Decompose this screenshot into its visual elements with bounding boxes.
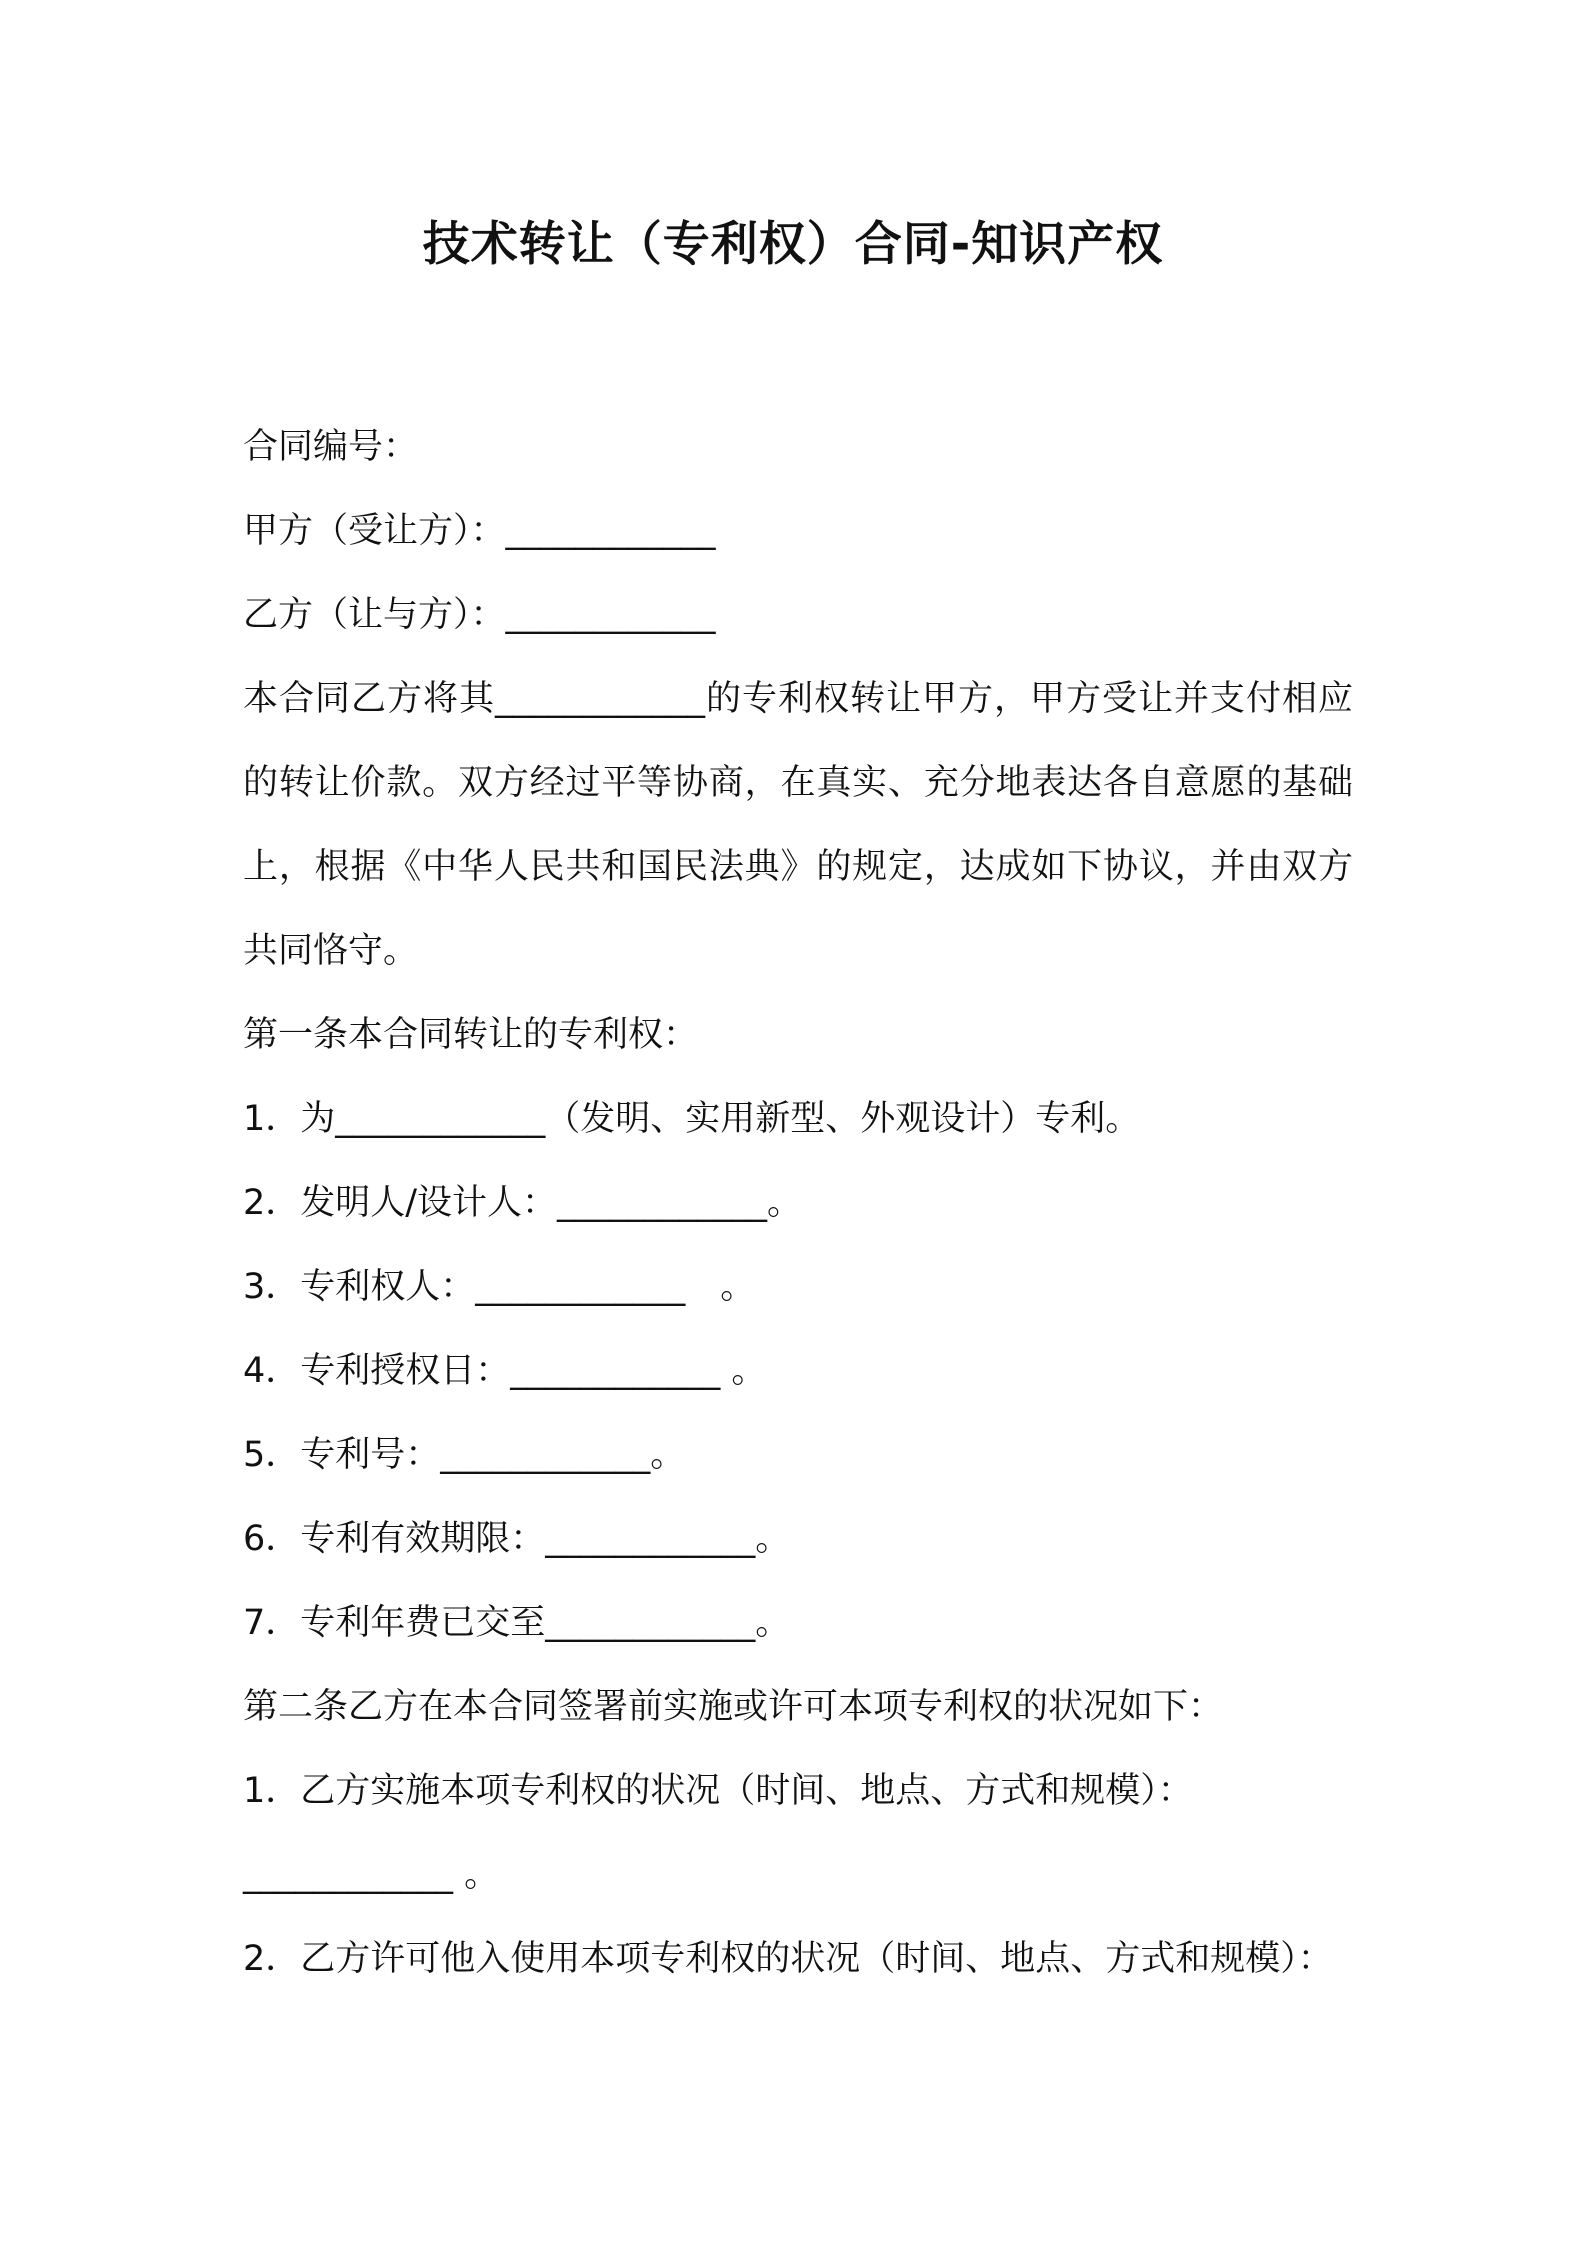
party-b-line: 乙方（让与方）：____________ [243, 595, 716, 635]
article-2-item: 2．乙方许可他入使用本项专利权的状况（时间、地点、方式和规模）： [243, 1939, 1333, 1979]
document-body [243, 405, 1353, 2001]
contract-number-line: 合同编号： [243, 427, 419, 467]
document-title: 技术转让（专利权）合同-知识产权 [422, 217, 1164, 272]
article-1-item: 1．为____________（发明、实用新型、外观设计）专利。 [243, 1099, 1141, 1139]
article-2-item: ____________ 。 [243, 1855, 500, 1895]
article-1-item: 4．专利授权日：____________ 。 [243, 1351, 767, 1391]
article-1-item: 7．专利年费已交至____________。 [243, 1603, 791, 1643]
article-1-heading: 第一条本合同转让的专利权： [243, 1015, 699, 1055]
article-2-item: 1．乙方实施本项专利权的状况（时间、地点、方式和规模）： [243, 1771, 1193, 1811]
intro-paragraph: 本合同乙方将其____________的专利权转让甲方，甲方受让并支付相应的转让价款。双方经过平等协商，在真实、充分地表达各自意愿的基础上，根据《中华人民共和国民法典》的规定，达成如下协议，并由双方共同恪守。 [243, 679, 1353, 971]
party-a-line: 甲方（受让方）：____________ [243, 511, 716, 551]
article-1-item: 3．专利权人：____________ 。 [243, 1267, 756, 1307]
article-1-item: 6．专利有效期限：____________。 [243, 1519, 791, 1559]
article-2-heading: 第二条乙方在本合同签署前实施或许可本项专利权的状况如下： [243, 1687, 1224, 1727]
article-1-item: 5．专利号：____________。 [243, 1435, 686, 1475]
article-1-item: 2．发明人/设计人：____________。 [243, 1183, 803, 1223]
